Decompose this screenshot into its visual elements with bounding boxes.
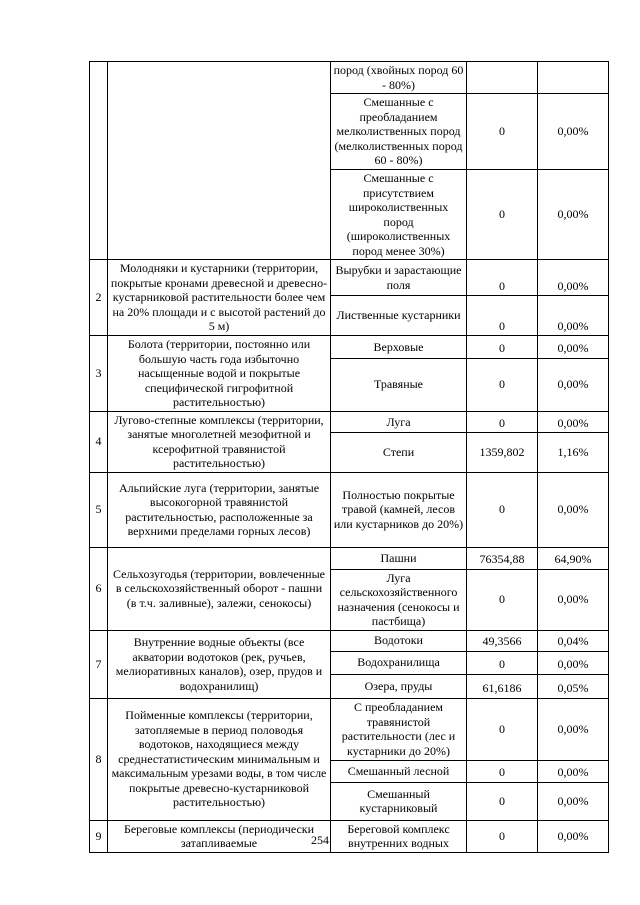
table-row bbox=[90, 260, 609, 296]
table-row bbox=[90, 411, 609, 433]
percent-cell: 0,00% bbox=[538, 336, 609, 359]
subtype-cell: Смешанный кустарниковый bbox=[331, 782, 467, 820]
page-number: 254 bbox=[311, 833, 329, 847]
area-cell bbox=[467, 62, 538, 94]
group-description-cell: Болота (территории, постоянно или большую часть года избыточно насыщенные водой и покрытые специфической гигрофитной растительностью) bbox=[108, 336, 331, 412]
area-cell: 0 bbox=[467, 820, 538, 852]
area-cell: 0 bbox=[467, 569, 538, 630]
subtype-cell: Вырубки и зарастающие поля bbox=[331, 260, 467, 296]
group-number-cell: 2 bbox=[90, 260, 108, 336]
group-description-cell: Внутренние водные объекты (все акватории водотоков (рек, ручьев, мелиоративных каналов), озер, прудов и водохранилищ) bbox=[108, 630, 331, 698]
subtype-cell: Степи bbox=[331, 433, 467, 472]
group-number-cell: 5 bbox=[90, 472, 108, 547]
group-number-cell: 6 bbox=[90, 547, 108, 630]
group-number-cell bbox=[90, 62, 108, 260]
subtype-cell: Травяные bbox=[331, 358, 467, 411]
land-cover-table bbox=[89, 61, 609, 853]
percent-cell bbox=[538, 62, 609, 94]
area-cell: 0 bbox=[467, 336, 538, 359]
table-row bbox=[90, 336, 609, 359]
group-number-cell: 7 bbox=[90, 630, 108, 698]
percent-cell: 0,00% bbox=[538, 296, 609, 336]
subtype-cell: Смешанные с присутствием широколиственных пород (широколиственных пород менее 30%) bbox=[331, 170, 467, 260]
percent-cell: 0,00% bbox=[538, 411, 609, 433]
percent-cell: 64,90% bbox=[538, 547, 609, 569]
subtype-cell: Луга сельскохозяйственного назначения (сенокосы и пастбища) bbox=[331, 569, 467, 630]
percent-cell: 0,04% bbox=[538, 630, 609, 651]
area-cell: 0 bbox=[467, 260, 538, 296]
area-cell: 0 bbox=[467, 782, 538, 820]
area-cell: 61,6186 bbox=[467, 674, 538, 698]
percent-cell: 0,00% bbox=[538, 260, 609, 296]
table-row bbox=[90, 547, 609, 569]
subtype-cell: Водотоки bbox=[331, 630, 467, 651]
subtype-cell: Смешанные с преобладанием мелколиственных пород (мелколиственных пород 60 - 80%) bbox=[331, 94, 467, 170]
group-description-cell: Альпийские луга (территории, занятые высокогорной травянистой растительностью, расположенные за верхними пределами горных лесов) bbox=[108, 472, 331, 547]
percent-cell: 0,00% bbox=[538, 170, 609, 260]
area-cell: 76354,88 bbox=[467, 547, 538, 569]
subtype-cell: Верховые bbox=[331, 336, 467, 359]
subtype-cell: Водохранилища bbox=[331, 651, 467, 674]
group-description-cell bbox=[108, 62, 331, 260]
group-description-cell: Сельхозугодья (территории, вовлеченные в сельскохозяйственный оборот - пашни (в т.ч. заливные), залежи, сенокосы) bbox=[108, 547, 331, 630]
percent-cell: 1,16% bbox=[538, 433, 609, 472]
group-description-cell: Пойменные комплексы (территории, затопляемые в период половодья водотоков, находящиеся между среднестатистическим минимальным и максимальным урезами воды, в том числе покрытые древесно-кустарниковой растительностью) bbox=[108, 698, 331, 820]
percent-cell: 0,00% bbox=[538, 782, 609, 820]
table-row bbox=[90, 62, 609, 94]
percent-cell: 0,00% bbox=[538, 569, 609, 630]
area-cell: 0 bbox=[467, 94, 538, 170]
subtype-cell: Береговой комплекс внутренних водных bbox=[331, 820, 467, 852]
subtype-cell: С преобладанием травянистой растительности (лес и кустарники до 20%) bbox=[331, 698, 467, 760]
group-description-cell: Лугово-степные комплексы (территории, занятые многолетней мезофитной и ксерофитной травянистой растительностью) bbox=[108, 411, 331, 472]
percent-cell: 0,00% bbox=[538, 760, 609, 782]
percent-cell: 0,00% bbox=[538, 358, 609, 411]
area-cell: 0 bbox=[467, 698, 538, 760]
group-description-cell: Береговые комплексы (периодически затапливаемые bbox=[108, 820, 331, 852]
area-cell: 0 bbox=[467, 651, 538, 674]
group-number-cell: 9 bbox=[90, 820, 108, 852]
area-cell: 0 bbox=[467, 472, 538, 547]
area-cell: 49,3566 bbox=[467, 630, 538, 651]
table-row bbox=[90, 698, 609, 760]
subtype-cell: Смешанный лесной bbox=[331, 760, 467, 782]
table-row bbox=[90, 630, 609, 651]
subtype-cell: Лиственные кустарники bbox=[331, 296, 467, 336]
table-row bbox=[90, 472, 609, 547]
subtype-cell: Луга bbox=[331, 411, 467, 433]
group-number-cell: 8 bbox=[90, 698, 108, 820]
area-cell: 0 bbox=[467, 411, 538, 433]
group-number-cell: 4 bbox=[90, 411, 108, 472]
percent-cell: 0,00% bbox=[538, 94, 609, 170]
percent-cell: 0,00% bbox=[538, 472, 609, 547]
subtype-cell: Озера, пруды bbox=[331, 674, 467, 698]
group-number-cell: 3 bbox=[90, 336, 108, 412]
group-description-cell: Молодняки и кустарники (территории, покрытые кронами древесной и древесно-кустарниковой растительности более чем на 20% площади и с высотой растений до 5 м) bbox=[108, 260, 331, 336]
percent-cell: 0,00% bbox=[538, 698, 609, 760]
area-cell: 1359,802 bbox=[467, 433, 538, 472]
percent-cell: 0,05% bbox=[538, 674, 609, 698]
subtype-cell: Полностью покрытые травой (камней, лесов или кустарников до 20%) bbox=[331, 472, 467, 547]
subtype-cell: пород (хвойных пород 60 - 80%) bbox=[331, 62, 467, 94]
subtype-cell: Пашни bbox=[331, 547, 467, 569]
area-cell: 0 bbox=[467, 760, 538, 782]
area-cell: 0 bbox=[467, 296, 538, 336]
percent-cell: 0,00% bbox=[538, 651, 609, 674]
area-cell: 0 bbox=[467, 358, 538, 411]
percent-cell: 0,00% bbox=[538, 820, 609, 852]
area-cell: 0 bbox=[467, 170, 538, 260]
